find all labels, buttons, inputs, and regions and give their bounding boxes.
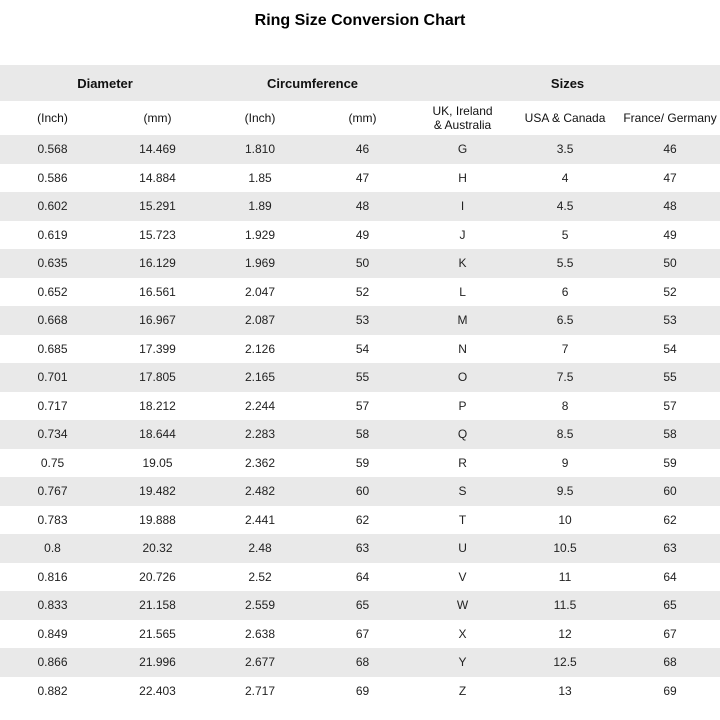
table-cell: V <box>458 569 467 584</box>
table-cell: P <box>458 398 467 413</box>
table-cell: 2.441 <box>245 512 276 527</box>
column-header-usa-canada: USA & Canada <box>510 101 620 135</box>
table-cell: 54 <box>355 341 370 356</box>
table-cell: 12.5 <box>553 655 577 670</box>
table-cell: 1.85 <box>248 170 272 185</box>
table-cell: R <box>458 455 467 470</box>
table-cell: M <box>457 313 468 328</box>
table-cell: 53 <box>355 313 370 328</box>
table-cell: S <box>458 484 467 499</box>
table-cell: 7 <box>561 341 569 356</box>
table-cell: Y <box>458 655 467 670</box>
table-cell: 2.283 <box>245 427 276 442</box>
table-cell: 63 <box>355 541 370 556</box>
table-cell: 2.48 <box>248 541 272 556</box>
table-row <box>0 420 720 449</box>
table-cell: 1.89 <box>248 199 272 214</box>
table-cell: 0.866 <box>37 655 68 670</box>
table-cell: 64 <box>355 569 370 584</box>
table-cell: 2.638 <box>245 626 276 641</box>
table-cell: 63 <box>663 541 677 556</box>
table-cell: 21.996 <box>139 655 176 670</box>
table-cell: 52 <box>355 284 370 299</box>
table-cell: 14.884 <box>139 170 176 185</box>
table-row <box>0 449 720 478</box>
table-cell: 65 <box>355 598 370 613</box>
table-cell: 60 <box>355 484 370 499</box>
table-cell: 64 <box>663 569 677 584</box>
table-row <box>0 392 720 421</box>
table-cell: 0.568 <box>37 142 68 157</box>
table-cell: 46 <box>663 142 677 157</box>
table-cell: 21.158 <box>139 598 176 613</box>
table-cell: 0.8 <box>44 541 61 556</box>
table-cell: 6.5 <box>556 313 574 328</box>
table-cell: 18.212 <box>139 398 176 413</box>
table-column-header-row <box>0 101 720 135</box>
table-cell: 18.644 <box>139 427 176 442</box>
group-header-diameter: Diameter <box>0 65 210 101</box>
table-cell: 0.882 <box>37 683 68 698</box>
table-cell: 2.677 <box>245 655 276 670</box>
table-cell: I <box>460 199 465 214</box>
table-cell: 11.5 <box>553 598 577 613</box>
table-group-header-row <box>0 65 720 101</box>
table-cell: 0.833 <box>37 598 68 613</box>
table-cell: 20.32 <box>142 541 173 556</box>
table-cell: 21.565 <box>139 626 176 641</box>
table-cell: 8.5 <box>556 427 574 442</box>
table-cell: N <box>458 341 467 356</box>
table-cell: O <box>457 370 468 385</box>
table-cell: 15.723 <box>139 227 176 242</box>
table-cell: 2.126 <box>245 341 276 356</box>
table-cell: 3.5 <box>556 142 574 157</box>
table-cell: 58 <box>355 427 370 442</box>
table-cell: 9.5 <box>556 484 574 499</box>
table-cell: 67 <box>663 626 677 641</box>
table-cell: 22.403 <box>139 683 176 698</box>
group-header-circumference: Circumference <box>210 65 415 101</box>
table-cell: 0.75 <box>40 455 65 470</box>
table-cell: 14.469 <box>139 142 176 157</box>
table-cell: 54 <box>663 341 677 356</box>
table-cell: X <box>458 626 467 641</box>
table-row <box>0 335 720 364</box>
table-cell: L <box>459 284 466 299</box>
table-row <box>0 563 720 592</box>
table-row <box>0 278 720 307</box>
table-cell: 0.767 <box>37 484 68 499</box>
table-cell: 68 <box>663 655 677 670</box>
table-cell: 0.701 <box>37 370 68 385</box>
table-cell: 13 <box>558 683 572 698</box>
table-cell: 6 <box>561 284 569 299</box>
table-cell: 48 <box>355 199 370 214</box>
table-row <box>0 620 720 649</box>
table-cell: 5.5 <box>556 256 574 271</box>
table-cell: 0.652 <box>37 284 68 299</box>
column-header-diameter-inch: (Inch) <box>0 101 105 135</box>
table-row <box>0 164 720 193</box>
table-cell: 57 <box>355 398 370 413</box>
table-cell: 1.929 <box>245 227 276 242</box>
table-cell: 10.5 <box>553 541 577 556</box>
table-cell: 20.726 <box>139 569 176 584</box>
column-header-diameter-mm: (mm) <box>105 101 210 135</box>
conversion-table <box>0 65 720 705</box>
table-cell: 50 <box>355 256 370 271</box>
table-cell: 53 <box>663 313 677 328</box>
column-header-france-germany: France/ Germany <box>620 101 720 135</box>
table-cell: 50 <box>663 256 677 271</box>
table-row <box>0 192 720 221</box>
table-cell: 0.734 <box>37 427 68 442</box>
table-cell: T <box>458 512 467 527</box>
table-cell: 47 <box>663 170 677 185</box>
table-cell: 15.291 <box>139 199 176 214</box>
table-cell: 62 <box>663 512 677 527</box>
table-cell: 4.5 <box>556 199 574 214</box>
table-cell: 1.810 <box>245 142 276 157</box>
table-cell: 16.967 <box>139 313 176 328</box>
table-cell: Q <box>457 427 468 442</box>
table-cell: 49 <box>355 227 370 242</box>
table-cell: 4 <box>561 170 569 185</box>
table-cell: 2.362 <box>245 455 276 470</box>
table-cell: W <box>456 598 469 613</box>
table-row <box>0 135 720 164</box>
table-body <box>0 135 720 705</box>
table-cell: 2.087 <box>245 313 276 328</box>
page-title: Ring Size Conversion Chart <box>254 12 466 29</box>
table-row <box>0 249 720 278</box>
table-row <box>0 477 720 506</box>
table-cell: K <box>458 256 467 271</box>
table-cell: 2.559 <box>245 598 276 613</box>
table-cell: 16.129 <box>139 256 176 271</box>
table-cell: 68 <box>355 655 370 670</box>
table-cell: 62 <box>355 512 370 527</box>
table-cell: U <box>458 541 467 556</box>
column-header-circumference-inch: (Inch) <box>210 101 310 135</box>
table-cell: 1.969 <box>245 256 276 271</box>
table-cell: Z <box>458 683 467 698</box>
table-row <box>0 648 720 677</box>
table-cell: J <box>459 227 466 242</box>
table-cell: 0.668 <box>37 313 68 328</box>
table-cell: 69 <box>663 683 677 698</box>
table-cell: G <box>457 142 468 157</box>
group-header-sizes: Sizes <box>415 65 720 101</box>
table-cell: 5 <box>561 227 569 242</box>
table-cell: H <box>458 170 467 185</box>
table-cell: 19.482 <box>139 484 176 499</box>
table-row <box>0 306 720 335</box>
table-row <box>0 363 720 392</box>
table-cell: 10 <box>558 512 572 527</box>
table-cell: 0.717 <box>37 398 68 413</box>
table-cell: 0.619 <box>37 227 68 242</box>
table-cell: 69 <box>355 683 370 698</box>
table-cell: 0.816 <box>37 569 68 584</box>
column-header-uk-ireland-australia: UK, Ireland & Australia <box>415 101 510 135</box>
table-cell: 55 <box>355 370 370 385</box>
table-cell: 0.586 <box>37 170 68 185</box>
table-cell: 17.399 <box>139 341 176 356</box>
table-cell: 2.165 <box>245 370 276 385</box>
table-cell: 19.888 <box>139 512 176 527</box>
table-cell: 2.047 <box>245 284 276 299</box>
table-cell: 16.561 <box>139 284 176 299</box>
table-cell: 65 <box>663 598 677 613</box>
table-cell: 49 <box>663 227 677 242</box>
table-cell: 52 <box>663 284 677 299</box>
table-cell: 67 <box>355 626 370 641</box>
table-cell: 47 <box>355 170 370 185</box>
table-cell: 58 <box>663 427 677 442</box>
table-row <box>0 591 720 620</box>
column-header-circumference-mm: (mm) <box>310 101 415 135</box>
table-cell: 11 <box>558 569 572 584</box>
table-cell: 0.849 <box>37 626 68 641</box>
table-cell: 2.244 <box>245 398 276 413</box>
table-cell: 48 <box>663 199 677 214</box>
table-cell: 0.635 <box>37 256 68 271</box>
table-row <box>0 221 720 250</box>
table-cell: 8 <box>561 398 569 413</box>
table-cell: 0.602 <box>37 199 68 214</box>
table-cell: 55 <box>663 370 677 385</box>
table-cell: 59 <box>663 455 677 470</box>
table-cell: 59 <box>355 455 370 470</box>
table-cell: 17.805 <box>139 370 176 385</box>
table-cell: 2.717 <box>245 683 276 698</box>
table-cell: 0.685 <box>37 341 68 356</box>
table-cell: 9 <box>561 455 569 470</box>
table-row <box>0 677 720 706</box>
table-cell: 19.05 <box>142 455 173 470</box>
table-cell: 12 <box>558 626 572 641</box>
table-cell: 0.783 <box>37 512 68 527</box>
table-header <box>0 65 720 135</box>
table-row <box>0 534 720 563</box>
table-cell: 2.52 <box>248 569 272 584</box>
table-cell: 46 <box>355 142 370 157</box>
table-cell: 2.482 <box>245 484 276 499</box>
table-cell: 57 <box>663 398 677 413</box>
table-row <box>0 506 720 535</box>
table-cell: 60 <box>663 484 677 499</box>
table-cell: 7.5 <box>556 370 574 385</box>
